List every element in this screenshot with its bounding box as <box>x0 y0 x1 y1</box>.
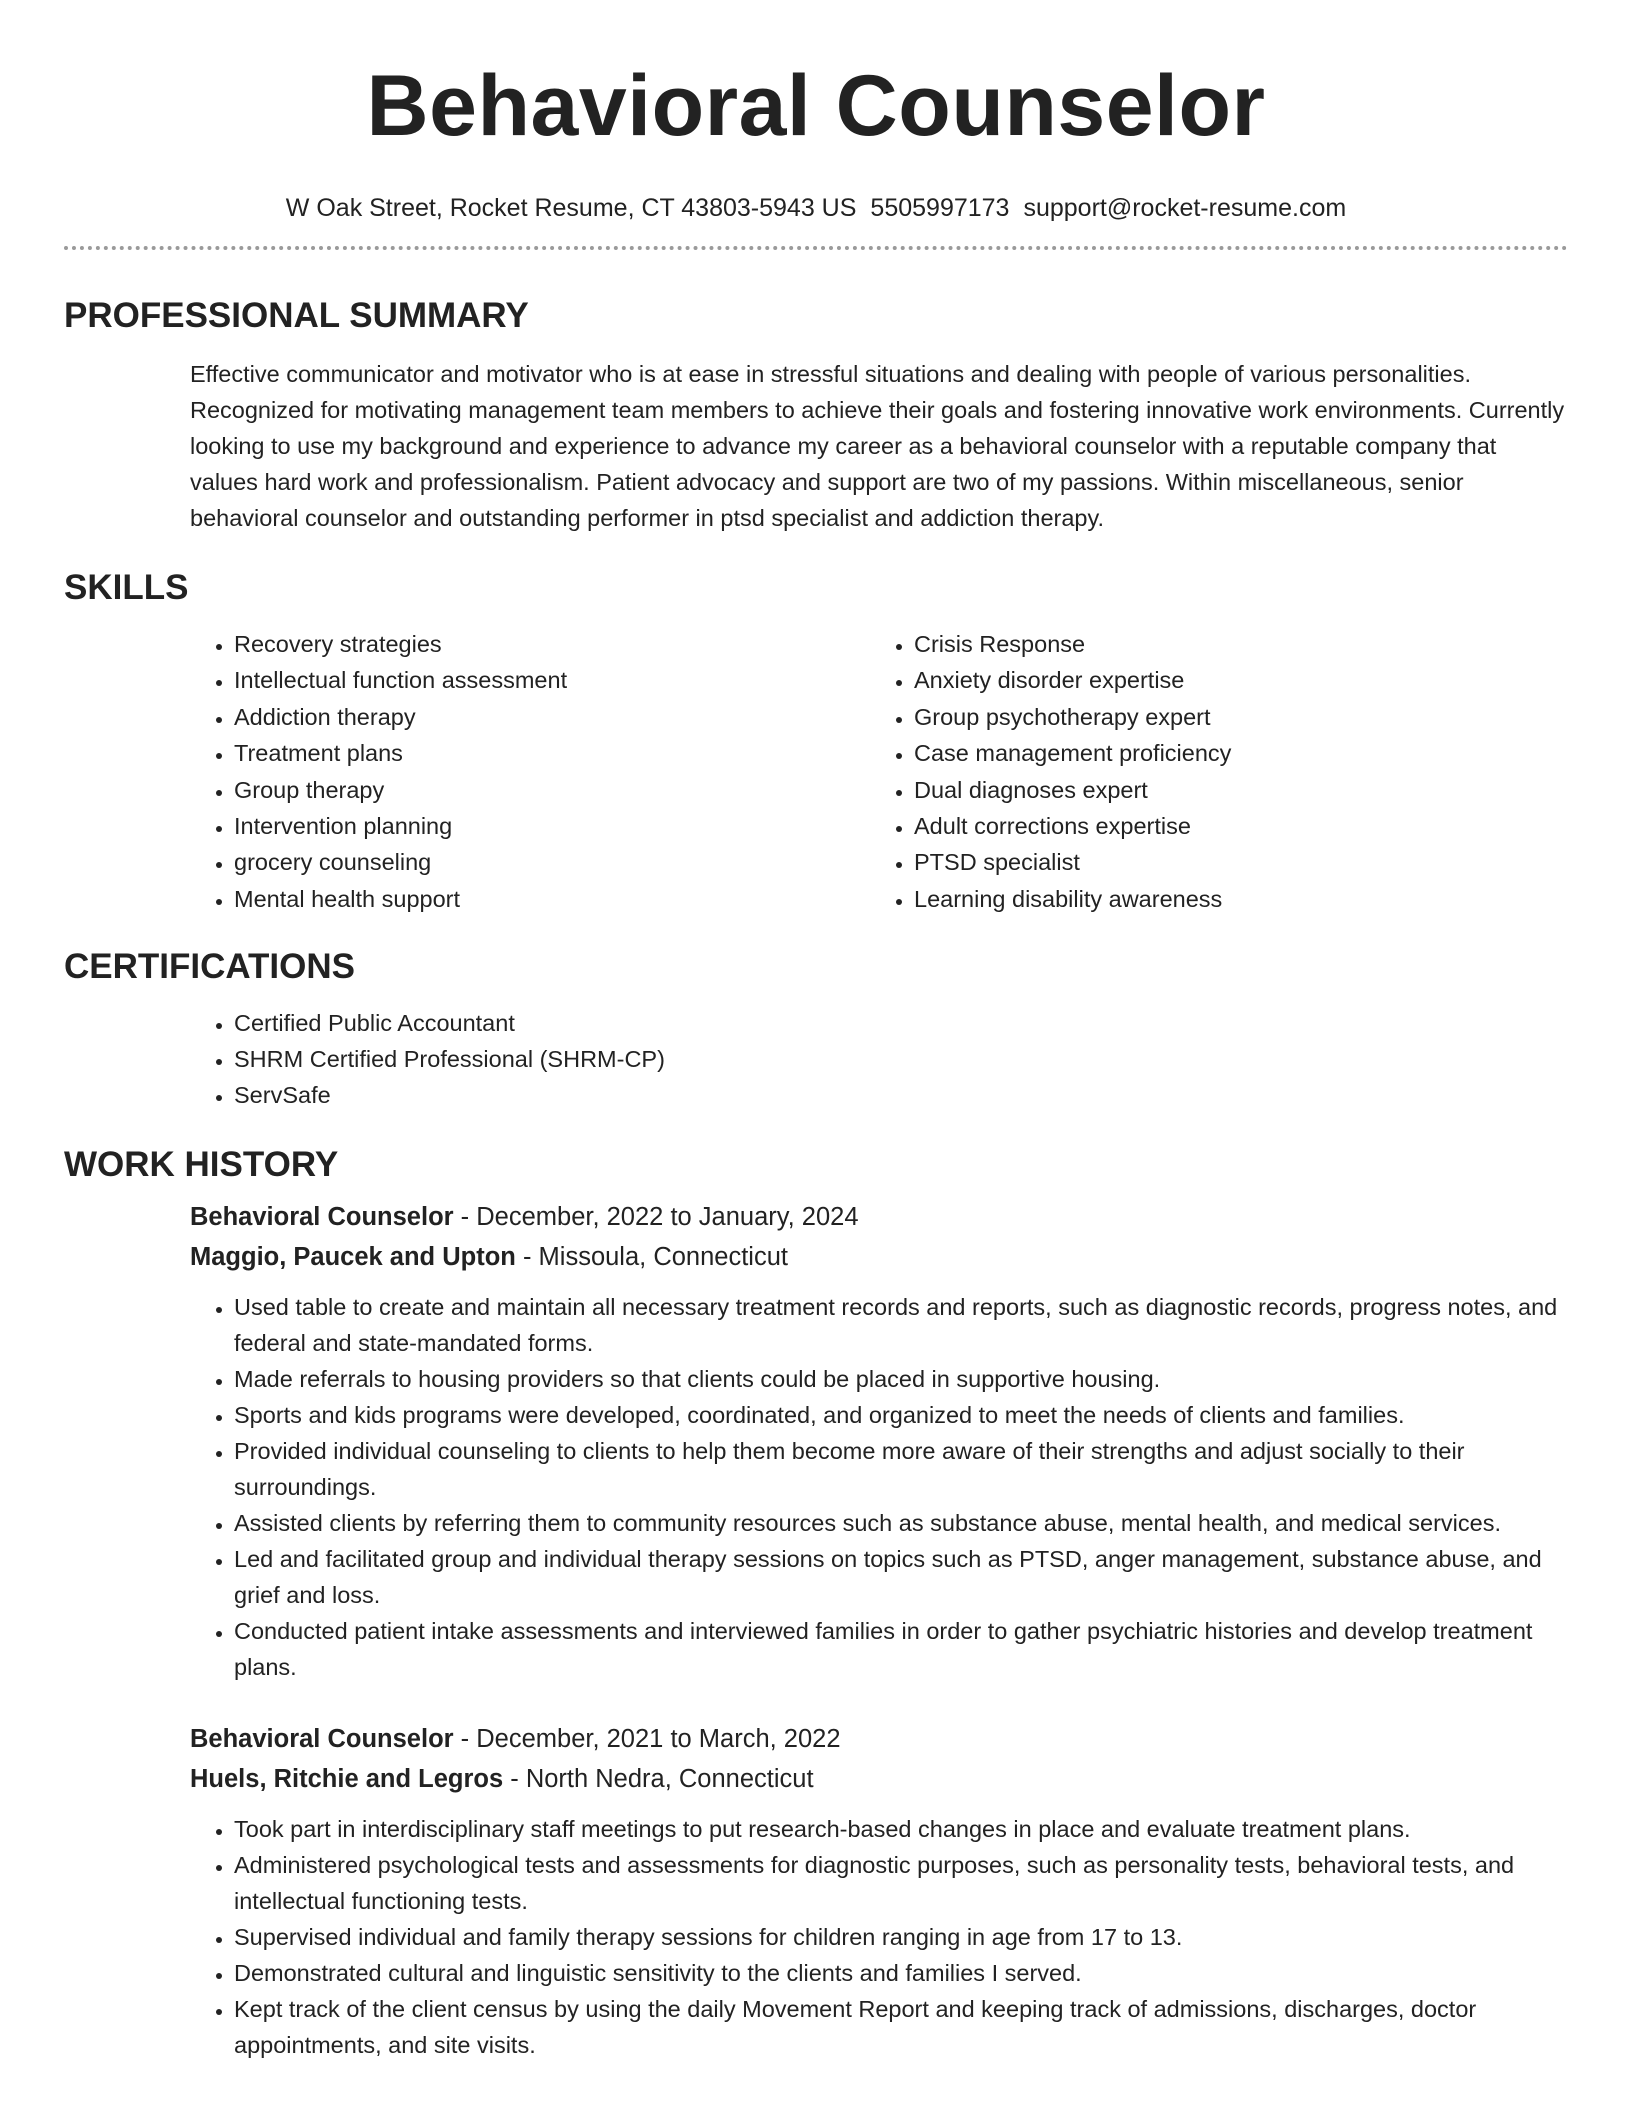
skill-item: • Group therapy <box>234 772 870 808</box>
job-role: Behavioral Counselor <box>190 1725 454 1754</box>
certifications-heading: CERTIFICATIONS <box>64 947 356 987</box>
job-duty: • Took part in interdisciplinary staff meetings to put research-based changes in place and evaluate treatment plans. <box>234 1811 1568 1847</box>
job-duty: • Made referrals to housing providers so that clients could be placed in supportive housing. <box>234 1361 1568 1397</box>
job-duty: • Assisted clients by referring them to community resources such as substance abuse, mental health, and medical services. <box>234 1505 1568 1541</box>
skills-list <box>190 626 1568 917</box>
skills-column-right <box>870 626 1554 917</box>
job-duty: • Administered psychological tests and assessments for diagnostic purposes, such as personality tests, behavioral tests, and intellectual functioning tests. <box>234 1847 1568 1919</box>
job-role: Behavioral Counselor <box>190 1203 454 1232</box>
skill-item: • Case management proficiency <box>914 735 1554 771</box>
job-duty: • Kept track of the client census by using the daily Movement Report and keeping track of admissions, discharges, doctor appointments, and site visits. <box>234 1991 1568 2063</box>
job-duty: • Supervised individual and family therapy sessions for children ranging in age from 17 to 13. <box>234 1919 1568 1955</box>
skill-item: • grocery counseling <box>234 844 870 880</box>
skill-item: • Treatment plans <box>234 735 870 771</box>
skills-column-left <box>190 626 870 917</box>
job-title-line <box>190 1197 1568 1237</box>
certification-item: • Certified Public Accountant <box>234 1005 1568 1041</box>
job-duty: • Sports and kids programs were developed, coordinated, and organized to meet the needs of clients and families. <box>234 1397 1568 1433</box>
job-company-line <box>190 1759 1568 1799</box>
contact-email: support@rocket-resume.com <box>1023 194 1347 222</box>
skill-item: • Group psychotherapy expert <box>914 699 1554 735</box>
certifications-list <box>190 1005 1568 1113</box>
skill-item: • Learning disability awareness <box>914 881 1554 917</box>
job-duty: • Used table to create and maintain all necessary treatment records and reports, such as diagnostic records, progress notes, and federal and state-mandated forms. <box>234 1289 1568 1361</box>
summary-heading: PROFESSIONAL SUMMARY <box>64 296 529 335</box>
job-company: Huels, Ritchie and Legros <box>190 1765 504 1794</box>
job-entry <box>190 1719 1568 2063</box>
certification-item: • SHRM Certified Professional (SHRM-CP) <box>234 1041 1568 1077</box>
job-entry <box>190 1197 1568 1685</box>
summary-text: Effective communicator and motivator who is at ease in stressful situations and dealing with people of various personalities. Recognized for motivating management team members to achieve their goals and fostering innovative work environments. Currently looking to use my background and experience to advance my career as a behavioral counselor with a reputable company that values hard work and professionalism. Patient advocacy and support are two of my passions. Within miscellaneous, senior behavioral counselor and outstanding performer in ptsd specialist and addiction therapy. <box>190 361 1565 531</box>
resume-page <box>64 0 1568 2063</box>
certification-item: • ServSafe <box>234 1077 1568 1113</box>
job-duty: • Led and facilitated group and individual therapy sessions on topics such as PTSD, anger management, substance abuse, and grief and loss. <box>234 1541 1568 1613</box>
job-duties <box>190 1811 1568 2063</box>
job-company: Maggio, Paucek and Upton <box>190 1243 516 1272</box>
job-dates: - December, 2022 to January, 2024 <box>453 1203 859 1232</box>
job-dates: - December, 2021 to March, 2022 <box>453 1725 841 1754</box>
skill-item: • Intellectual function assessment <box>234 662 870 698</box>
contact-address: W Oak Street, Rocket Resume, CT 43803-5943 US <box>285 194 857 222</box>
job-location: - North Nedra, Connecticut <box>503 1765 814 1794</box>
candidate-name: Behavioral Counselor <box>366 58 1266 154</box>
job-title-line <box>190 1719 1568 1759</box>
skill-item: • Dual diagnoses expert <box>914 772 1554 808</box>
job-duty: • Provided individual counseling to clients to help them become more aware of their strengths and adjust socially to their surroundings. <box>234 1433 1568 1505</box>
skill-item: • Anxiety disorder expertise <box>914 662 1554 698</box>
skill-item: • Mental health support <box>234 881 870 917</box>
contact-phone: 5505997173 <box>870 194 1010 222</box>
skill-item: • Crisis Response <box>914 626 1554 662</box>
job-duty: • Demonstrated cultural and linguistic sensitivity to the clients and families I served. <box>234 1955 1568 1991</box>
skill-item: • Intervention planning <box>234 808 870 844</box>
job-location: - Missoula, Connecticut <box>515 1243 788 1272</box>
contact-line <box>64 192 1568 224</box>
job-duties <box>190 1289 1568 1685</box>
header-divider <box>64 246 1568 250</box>
skills-heading: SKILLS <box>64 568 189 607</box>
job-duty: • Conducted patient intake assessments and interviewed families in order to gather psychiatric histories and develop treatment plans. <box>234 1613 1568 1685</box>
job-company-line <box>190 1237 1568 1277</box>
skill-item: • Adult corrections expertise <box>914 808 1554 844</box>
skill-item: • Addiction therapy <box>234 699 870 735</box>
skill-item: • Recovery strategies <box>234 626 870 662</box>
work-history-heading: WORK HISTORY <box>64 1145 339 1185</box>
skill-item: • PTSD specialist <box>914 844 1554 880</box>
